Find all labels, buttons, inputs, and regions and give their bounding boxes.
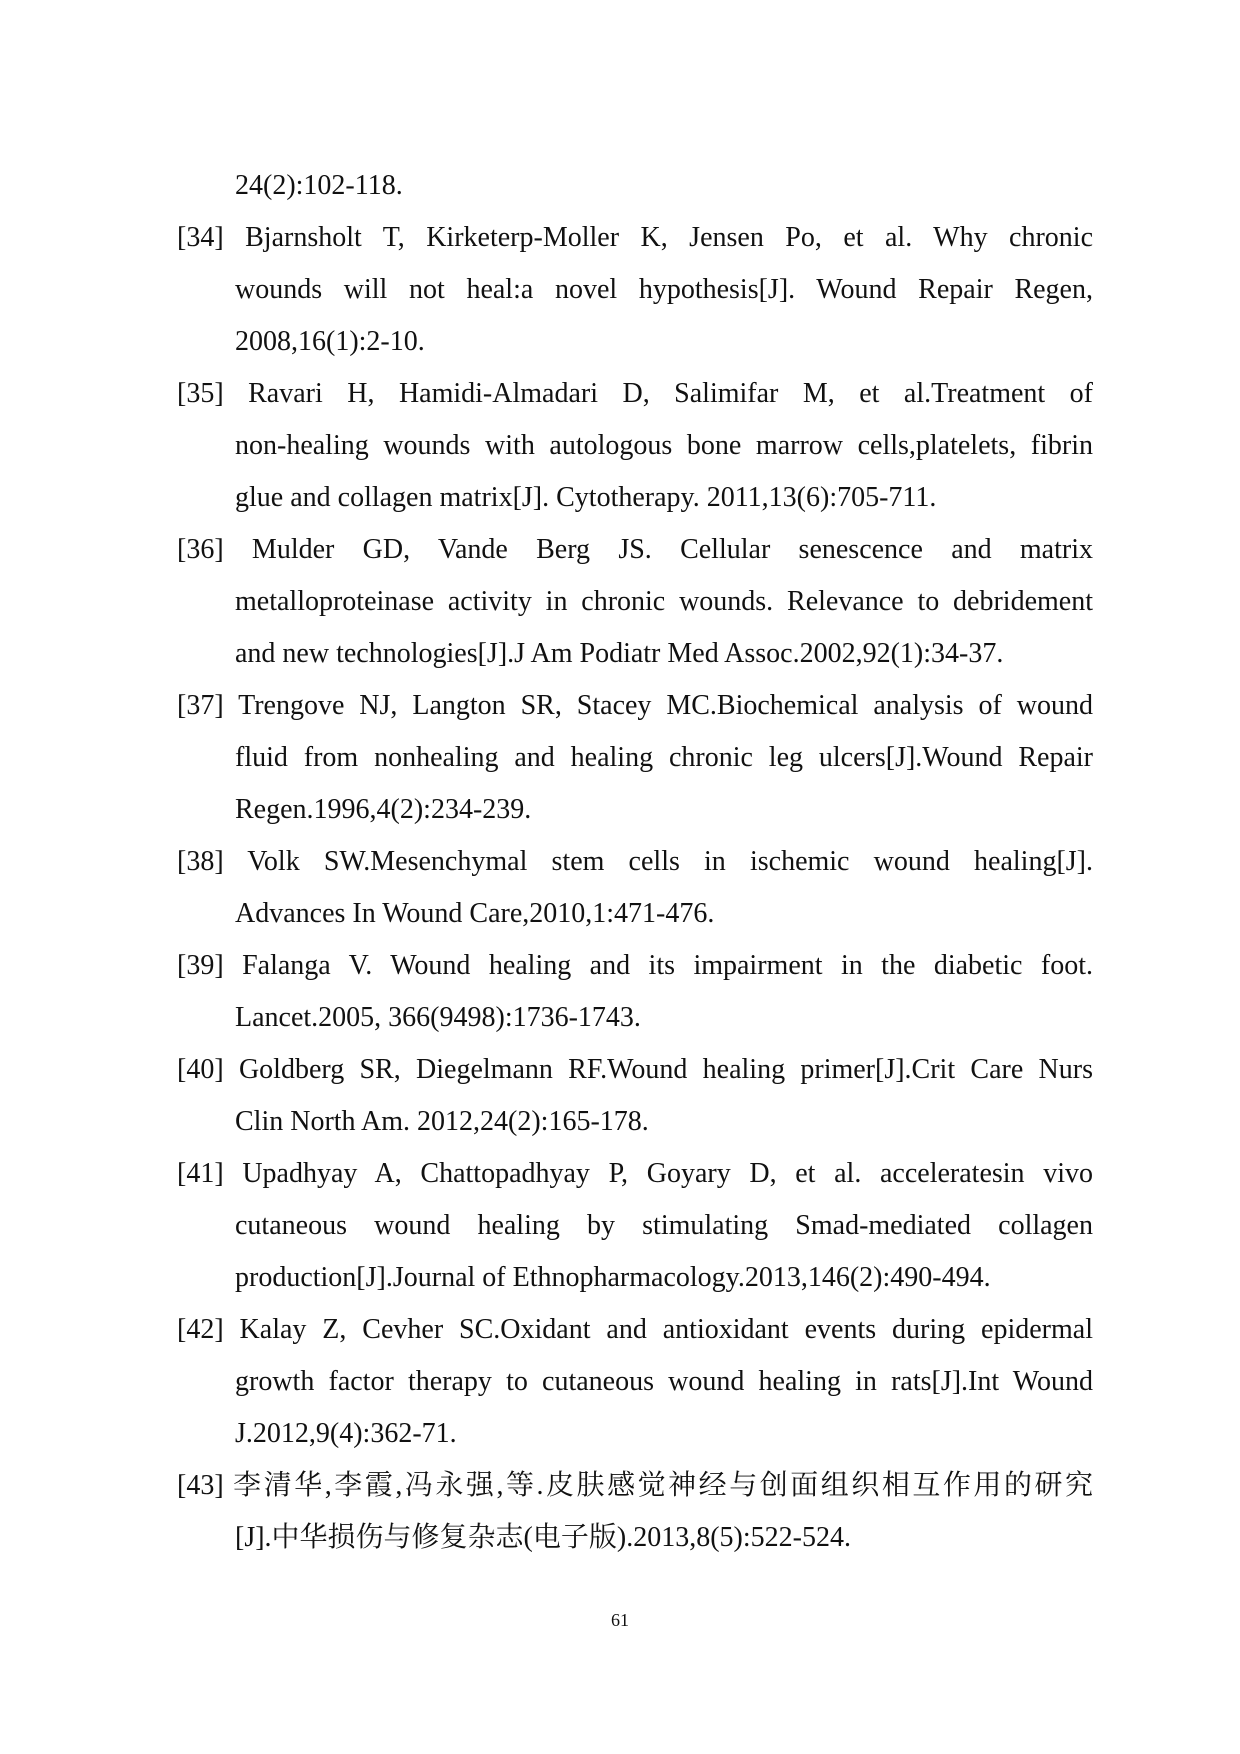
reference-line-first: [37] Trengove NJ, Langton SR, Stacey MC.Biochemical analysis of wound bbox=[177, 690, 1093, 721]
reference-entry bbox=[177, 160, 1093, 212]
reference-line: fluid from nonhealing and healing chronic leg ulcers[J].Wound Repair bbox=[235, 742, 1093, 773]
reference-line: non-healing wounds with autologous bone marrow cells,platelets, fibrin bbox=[235, 430, 1093, 461]
reference-line-first: [42] Kalay Z, Cevher SC.Oxidant and antioxidant events during epidermal bbox=[177, 1314, 1093, 1345]
page-number: 61 bbox=[611, 1610, 629, 1630]
reference-line: 24(2):102-118. bbox=[235, 170, 403, 201]
reference-entry bbox=[177, 212, 1093, 368]
reference-line-first: [34] Bjarnsholt T, Kirketerp-Moller K, Jensen Po, et al. Why chronic bbox=[177, 222, 1093, 253]
reference-entry bbox=[177, 1460, 1093, 1564]
reference-line: cutaneous wound healing by stimulating Smad-mediated collagen bbox=[235, 1210, 1093, 1241]
reference-entry bbox=[177, 680, 1093, 836]
reference-line: Regen.1996,4(2):234-239. bbox=[235, 794, 532, 825]
reference-line: Clin North Am. 2012,24(2):165-178. bbox=[235, 1106, 649, 1137]
reference-line: Advances In Wound Care,2010,1:471-476. bbox=[235, 898, 715, 929]
reference-entry bbox=[177, 836, 1093, 940]
reference-list bbox=[177, 160, 1093, 1564]
reference-line: growth factor therapy to cutaneous wound healing in rats[J].Int Wound bbox=[235, 1366, 1093, 1397]
reference-entry bbox=[177, 368, 1093, 524]
reference-line-first: [39] Falanga V. Wound healing and its impairment in the diabetic foot. bbox=[177, 950, 1093, 981]
reference-line: metalloproteinase activity in chronic wounds. Relevance to debridement bbox=[235, 586, 1093, 617]
reference-line-first: [40] Goldberg SR, Diegelmann RF.Wound healing primer[J].Crit Care Nurs bbox=[177, 1054, 1093, 1085]
reference-line: Lancet.2005, 366(9498):1736-1743. bbox=[235, 1002, 641, 1033]
reference-line-first: [38] Volk SW.Mesenchymal stem cells in ischemic wound healing[J]. bbox=[177, 846, 1093, 877]
reference-line: 2008,16(1):2-10. bbox=[235, 326, 425, 357]
reference-line: glue and collagen matrix[J]. Cytotherapy. 2011,13(6):705-711. bbox=[235, 482, 937, 513]
reference-line: and new technologies[J].J Am Podiatr Med Assoc.2002,92(1):34-37. bbox=[235, 638, 1004, 669]
reference-entry bbox=[177, 1304, 1093, 1460]
reference-line-first: [35] Ravari H, Hamidi-Almadari D, Salimifar M, et al.Treatment of bbox=[177, 378, 1093, 409]
reference-entry bbox=[177, 524, 1093, 680]
reference-line: wounds will not heal:a novel hypothesis[J]. Wound Repair Regen, bbox=[235, 274, 1093, 305]
reference-line-first: [43] 李清华,李霞,冯永强,等.皮肤感觉神经与创面组织相互作用的研究 bbox=[177, 1470, 1093, 1501]
reference-line: J.2012,9(4):362-71. bbox=[235, 1418, 457, 1449]
reference-line-first: [36] Mulder GD, Vande Berg JS. Cellular senescence and matrix bbox=[177, 534, 1093, 565]
reference-line-first: [41] Upadhyay A, Chattopadhyay P, Goyary D, et al. acceleratesin vivo bbox=[177, 1158, 1093, 1189]
reference-entry bbox=[177, 1148, 1093, 1304]
reference-entry bbox=[177, 940, 1093, 1044]
reference-line: production[J].Journal of Ethnopharmacology.2013,146(2):490-494. bbox=[235, 1262, 991, 1293]
reference-entry bbox=[177, 1044, 1093, 1148]
reference-line: [J].中华损伤与修复杂志(电子版).2013,8(5):522-524. bbox=[235, 1522, 851, 1553]
